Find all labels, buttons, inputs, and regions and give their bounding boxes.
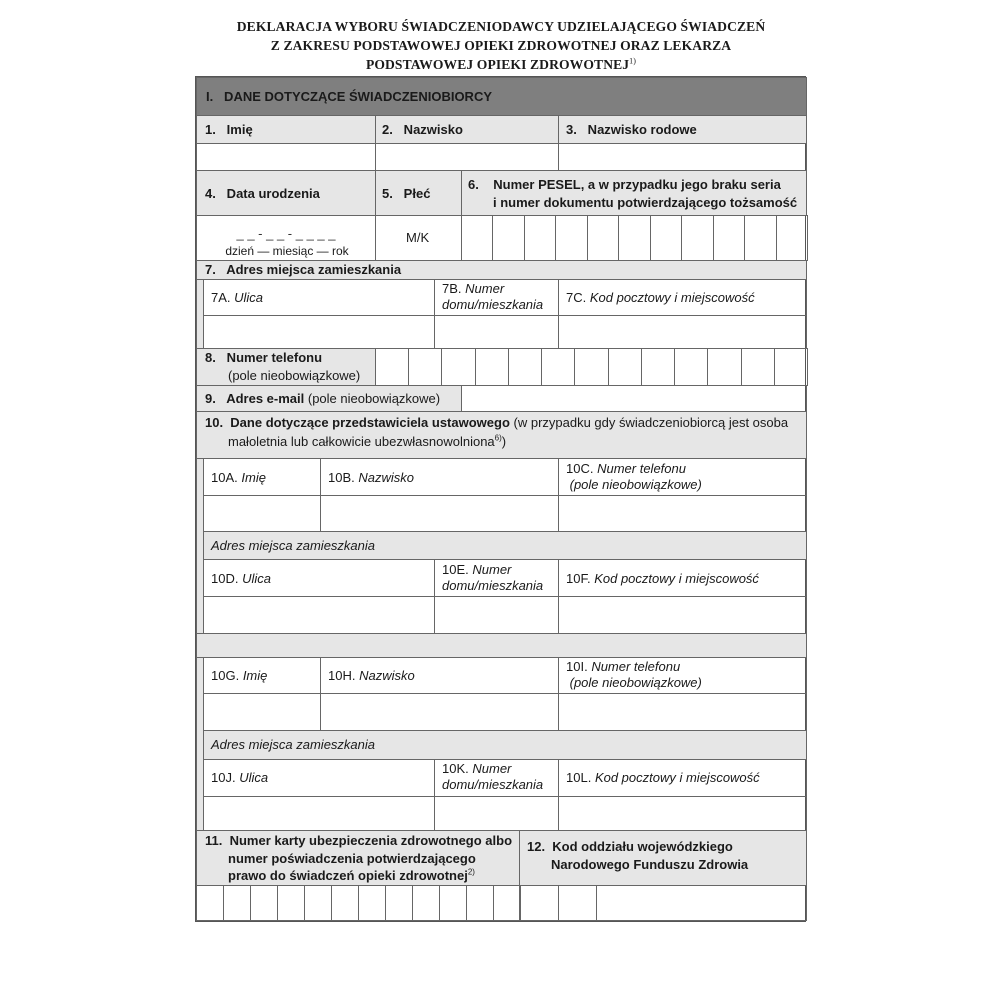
- field-10b-text: [328, 470, 414, 486]
- nfz-code-box-1[interactable]: [519, 885, 559, 921]
- rep1-address-header: [203, 531, 807, 560]
- title-line-3-text: PODSTAWOWEJ OPIEKI ZDROWOTNEJ: [365, 57, 630, 72]
- phone-boxes: [375, 348, 807, 386]
- field-9-note: (pole nieobowiązkowe): [307, 391, 441, 406]
- field-9-text: [205, 391, 440, 407]
- card-digit-box[interactable]: [439, 885, 467, 921]
- field-10c-num: 10C.: [566, 461, 594, 476]
- house-number-input[interactable]: [434, 315, 559, 349]
- field-10f-num: 10F.: [566, 571, 591, 586]
- card-digit-box[interactable]: [277, 885, 305, 921]
- field-10k-label: [434, 759, 559, 797]
- field-7a-num: 7A.: [211, 290, 231, 305]
- rep1-house-input[interactable]: [434, 596, 559, 634]
- phone-digit-box[interactable]: [441, 348, 476, 386]
- field-10-close: ): [501, 434, 507, 449]
- field-10-line2: małoletnia lub całkowicie ubezwłasnowolniona: [228, 434, 495, 449]
- pesel-digit-box[interactable]: [587, 215, 619, 261]
- field-10d-text: [211, 571, 271, 587]
- field-10e-label: [434, 559, 559, 597]
- field-10-text-2: [228, 434, 506, 450]
- field-7c-text: [566, 290, 755, 306]
- field-10i-l1: Numer telefonu: [591, 659, 681, 674]
- field-10g-label: [203, 657, 321, 694]
- card-digit-box[interactable]: [250, 885, 278, 921]
- field-10b-label: [320, 458, 559, 496]
- field-10a-label: [203, 458, 321, 496]
- field-2-text: 2. Nazwisko: [382, 122, 463, 137]
- rep2-address-header: [203, 730, 807, 760]
- phone-digit-box[interactable]: [774, 348, 808, 386]
- pesel-digit-box[interactable]: [555, 215, 588, 261]
- field-10k-num: 10K.: [442, 761, 469, 776]
- field-7-text: 7. Adres miejsca zamieszkania: [205, 262, 402, 277]
- field-10e-l2: domu/mieszkania: [442, 578, 544, 593]
- field-7a-text: [211, 290, 263, 306]
- rep1-first-name-input[interactable]: [203, 495, 321, 532]
- pesel-boxes: [461, 215, 807, 261]
- field-10i-text: [566, 659, 702, 691]
- card-digit-box[interactable]: [304, 885, 332, 921]
- sex-value: M/K: [406, 230, 430, 245]
- field-4-label: [196, 170, 376, 216]
- rep2-phone-input[interactable]: [558, 693, 807, 731]
- rep1-phone-input[interactable]: [558, 495, 807, 532]
- field-10k-l2: domu/mieszkania: [442, 777, 544, 792]
- field-10f-name: Kod pocztowy i miejscowość: [594, 571, 759, 586]
- field-7b-num: 7B.: [442, 281, 462, 296]
- field-10a-name: Imię: [241, 470, 266, 485]
- phone-digit-box[interactable]: [741, 348, 775, 386]
- phone-digit-box[interactable]: [608, 348, 642, 386]
- field-10h-num: 10H.: [328, 668, 356, 683]
- field-10j-text: [211, 770, 268, 786]
- field-10-label: [196, 411, 807, 459]
- date-mask: _ _ - _ _ - _ _ _ _: [236, 226, 336, 241]
- field-7-label: [196, 260, 807, 280]
- nfz-code-box-2[interactable]: [558, 885, 597, 921]
- representative-separator: [196, 633, 807, 658]
- field-10b-name: Nazwisko: [358, 470, 414, 485]
- phone-digit-box[interactable]: [641, 348, 675, 386]
- card-digit-box[interactable]: [196, 885, 224, 921]
- phone-digit-box[interactable]: [508, 348, 542, 386]
- field-11-text-3: [228, 868, 475, 884]
- pesel-digit-box[interactable]: [713, 215, 745, 261]
- rep1-street-input[interactable]: [203, 596, 435, 634]
- field-10e-text: [442, 562, 543, 594]
- field-10l-label: [558, 759, 807, 797]
- field-7a-name: Ulica: [234, 290, 264, 305]
- field-10h-name: Nazwisko: [359, 668, 415, 683]
- field-7b-text: [442, 281, 543, 313]
- rep2-postal-input[interactable]: [558, 796, 807, 831]
- field-10-bold: 10. Dane dotyczące przedstawiciela ustawowego: [205, 415, 510, 430]
- field-11-line3: prawo do świadczeń opieki zdrowotnej: [228, 868, 468, 883]
- field-10e-l1: Numer: [472, 562, 512, 577]
- rep2-first-name-input[interactable]: [203, 693, 321, 731]
- date-hint: dzień — miesiąc — rok: [225, 244, 349, 258]
- field-11-text-1: 11. Numer karty ubezpieczenia zdrowotnego albo: [205, 833, 513, 848]
- field-4-text: 4. Data urodzenia: [205, 186, 320, 201]
- form-title: [196, 17, 806, 74]
- field-10d-label: [203, 559, 435, 597]
- field-10f-label: [558, 559, 807, 597]
- rep2-house-input[interactable]: [434, 796, 559, 831]
- field-10c-l2: (pole nieobowiązkowe): [569, 477, 702, 492]
- field-11-footnote: 2): [467, 867, 475, 877]
- field-6-text-2: i numer dokumentu potwierdzającego tożsamość: [493, 195, 798, 210]
- phone-digit-box[interactable]: [707, 348, 742, 386]
- rep1-last-name-input[interactable]: [320, 495, 559, 532]
- field-12-text-1: 12. Kod oddziału wojewódzkiego: [527, 839, 733, 854]
- nfz-code-rest: [596, 885, 807, 921]
- field-1-text: 1. Imię: [205, 122, 253, 137]
- birth-date-input[interactable]: [196, 215, 376, 261]
- field-10a-num: 10A.: [211, 470, 238, 485]
- last-name-input[interactable]: [375, 143, 559, 171]
- postal-city-input[interactable]: [558, 315, 807, 349]
- field-10l-text: [566, 770, 760, 786]
- rep1-address-text: Adres miejsca zamieszkania: [211, 538, 376, 553]
- field-10d-num: 10D.: [211, 571, 239, 586]
- phone-digit-box[interactable]: [375, 348, 409, 386]
- card-digit-box[interactable]: [493, 885, 521, 921]
- field-5-text: 5. Płeć: [382, 186, 431, 201]
- field-8-label: [196, 348, 376, 386]
- insurance-card-boxes: [196, 885, 520, 921]
- card-digit-box[interactable]: [331, 885, 359, 921]
- title-line-1: DEKLARACJA WYBORU ŚWIADCZENIODAWCY UDZIELAJĄCEGO ŚWIADCZEŃ: [236, 19, 766, 34]
- field-7a-label: [203, 279, 435, 316]
- first-name-input[interactable]: [196, 143, 376, 171]
- pesel-digit-box[interactable]: [461, 215, 493, 261]
- rep1-postal-input[interactable]: [558, 596, 807, 634]
- email-input[interactable]: [461, 385, 807, 412]
- field-6-label: [461, 170, 807, 216]
- field-10e-num: 10E.: [442, 562, 469, 577]
- field-10-note: (w przypadku gdy świadczeniobiorcą jest osoba: [513, 415, 789, 430]
- card-digit-box[interactable]: [223, 885, 251, 921]
- field-7b-l2: domu/mieszkania: [442, 297, 544, 312]
- rep2-street-input[interactable]: [203, 796, 435, 831]
- phone-digit-box[interactable]: [408, 348, 442, 386]
- field-8-text-2: (pole nieobowiązkowe): [228, 368, 361, 383]
- pesel-digit-box[interactable]: [524, 215, 556, 261]
- field-7b-l1: Numer: [465, 281, 505, 296]
- field-10k-l1: Numer: [472, 761, 512, 776]
- field-11-text-2: numer poświadczenia potwierdzającego: [228, 851, 476, 866]
- field-11-label: [196, 830, 520, 886]
- field-10j-label: [203, 759, 435, 797]
- field-10a-text: [211, 470, 266, 486]
- field-7c-name: Kod pocztowy i miejscowość: [589, 290, 755, 305]
- field-10b-num: 10B.: [328, 470, 355, 485]
- card-digit-box[interactable]: [385, 885, 413, 921]
- field-7c-label: [558, 279, 807, 316]
- section-1-title: I. DANE DOTYCZĄCE ŚWIADCZENIOBIORCY: [206, 89, 493, 104]
- field-3-text: 3. Nazwisko rodowe: [566, 122, 697, 137]
- field-10i-num: 10I.: [566, 659, 588, 674]
- field-7b-label: [434, 279, 559, 316]
- rep2-last-name-input[interactable]: [320, 693, 559, 731]
- card-digit-box[interactable]: [466, 885, 494, 921]
- street-input[interactable]: [203, 315, 435, 349]
- title-footnote: 1): [629, 56, 637, 66]
- field-10c-l1: Numer telefonu: [597, 461, 686, 476]
- section-1-header: [196, 77, 807, 116]
- pesel-digit-box[interactable]: [650, 215, 682, 261]
- field-10-footnote: 6): [494, 433, 502, 443]
- phone-digit-box[interactable]: [674, 348, 708, 386]
- field-10i-label: [558, 657, 807, 694]
- field-10l-name: Kod pocztowy i miejscowość: [594, 770, 760, 785]
- field-10-text-1: [205, 415, 788, 431]
- field-5-label: [375, 170, 462, 216]
- field-10c-text: [566, 461, 702, 493]
- field-10j-name: Ulica: [239, 770, 269, 785]
- maiden-name-input[interactable]: [558, 143, 807, 171]
- field-10k-text: [442, 761, 543, 793]
- declaration-form: [195, 76, 806, 922]
- field-2-label: [375, 115, 559, 144]
- title-line-3: [196, 55, 806, 74]
- field-10g-num: 10G.: [211, 668, 240, 683]
- card-digit-box[interactable]: [358, 885, 386, 921]
- field-6-text-1: 6. Numer PESEL, a w przypadku jego braku seria: [468, 177, 781, 192]
- pesel-digit-box[interactable]: [618, 215, 651, 261]
- field-9-bold: 9. Adres e-mail: [205, 391, 305, 406]
- field-10d-name: Ulica: [242, 571, 271, 586]
- card-digit-box[interactable]: [412, 885, 440, 921]
- field-10g-text: [211, 668, 267, 684]
- field-10f-text: [566, 571, 759, 587]
- field-7c-num: 7C.: [566, 290, 587, 305]
- field-1-label: [196, 115, 376, 144]
- sex-input[interactable]: [375, 215, 462, 261]
- field-8-text-1: 8. Numer telefonu: [205, 350, 323, 365]
- pesel-digit-box[interactable]: [776, 215, 808, 261]
- phone-digit-box[interactable]: [574, 348, 609, 386]
- field-3-label: [558, 115, 807, 144]
- title-line-2: Z ZAKRESU PODSTAWOWEJ OPIEKI ZDROWOTNEJ ORAZ LEKARZA: [270, 38, 732, 53]
- phone-digit-box[interactable]: [541, 348, 575, 386]
- field-10i-l2: (pole nieobowiązkowe): [569, 675, 702, 690]
- field-12-label: [519, 830, 807, 886]
- field-9-label: [196, 385, 462, 412]
- field-10g-name: Imię: [242, 668, 268, 683]
- rep2-address-text: Adres miejsca zamieszkania: [211, 737, 376, 752]
- field-10j-num: 10J.: [211, 770, 236, 785]
- field-10l-num: 10L.: [566, 770, 592, 785]
- pesel-digit-box[interactable]: [681, 215, 714, 261]
- pesel-digit-box[interactable]: [492, 215, 525, 261]
- field-12-text-2: Narodowego Funduszu Zdrowia: [551, 857, 749, 872]
- field-10c-label: [558, 458, 807, 496]
- field-10h-text: [328, 668, 415, 684]
- phone-digit-box[interactable]: [475, 348, 509, 386]
- field-10h-label: [320, 657, 559, 694]
- pesel-digit-box[interactable]: [744, 215, 777, 261]
